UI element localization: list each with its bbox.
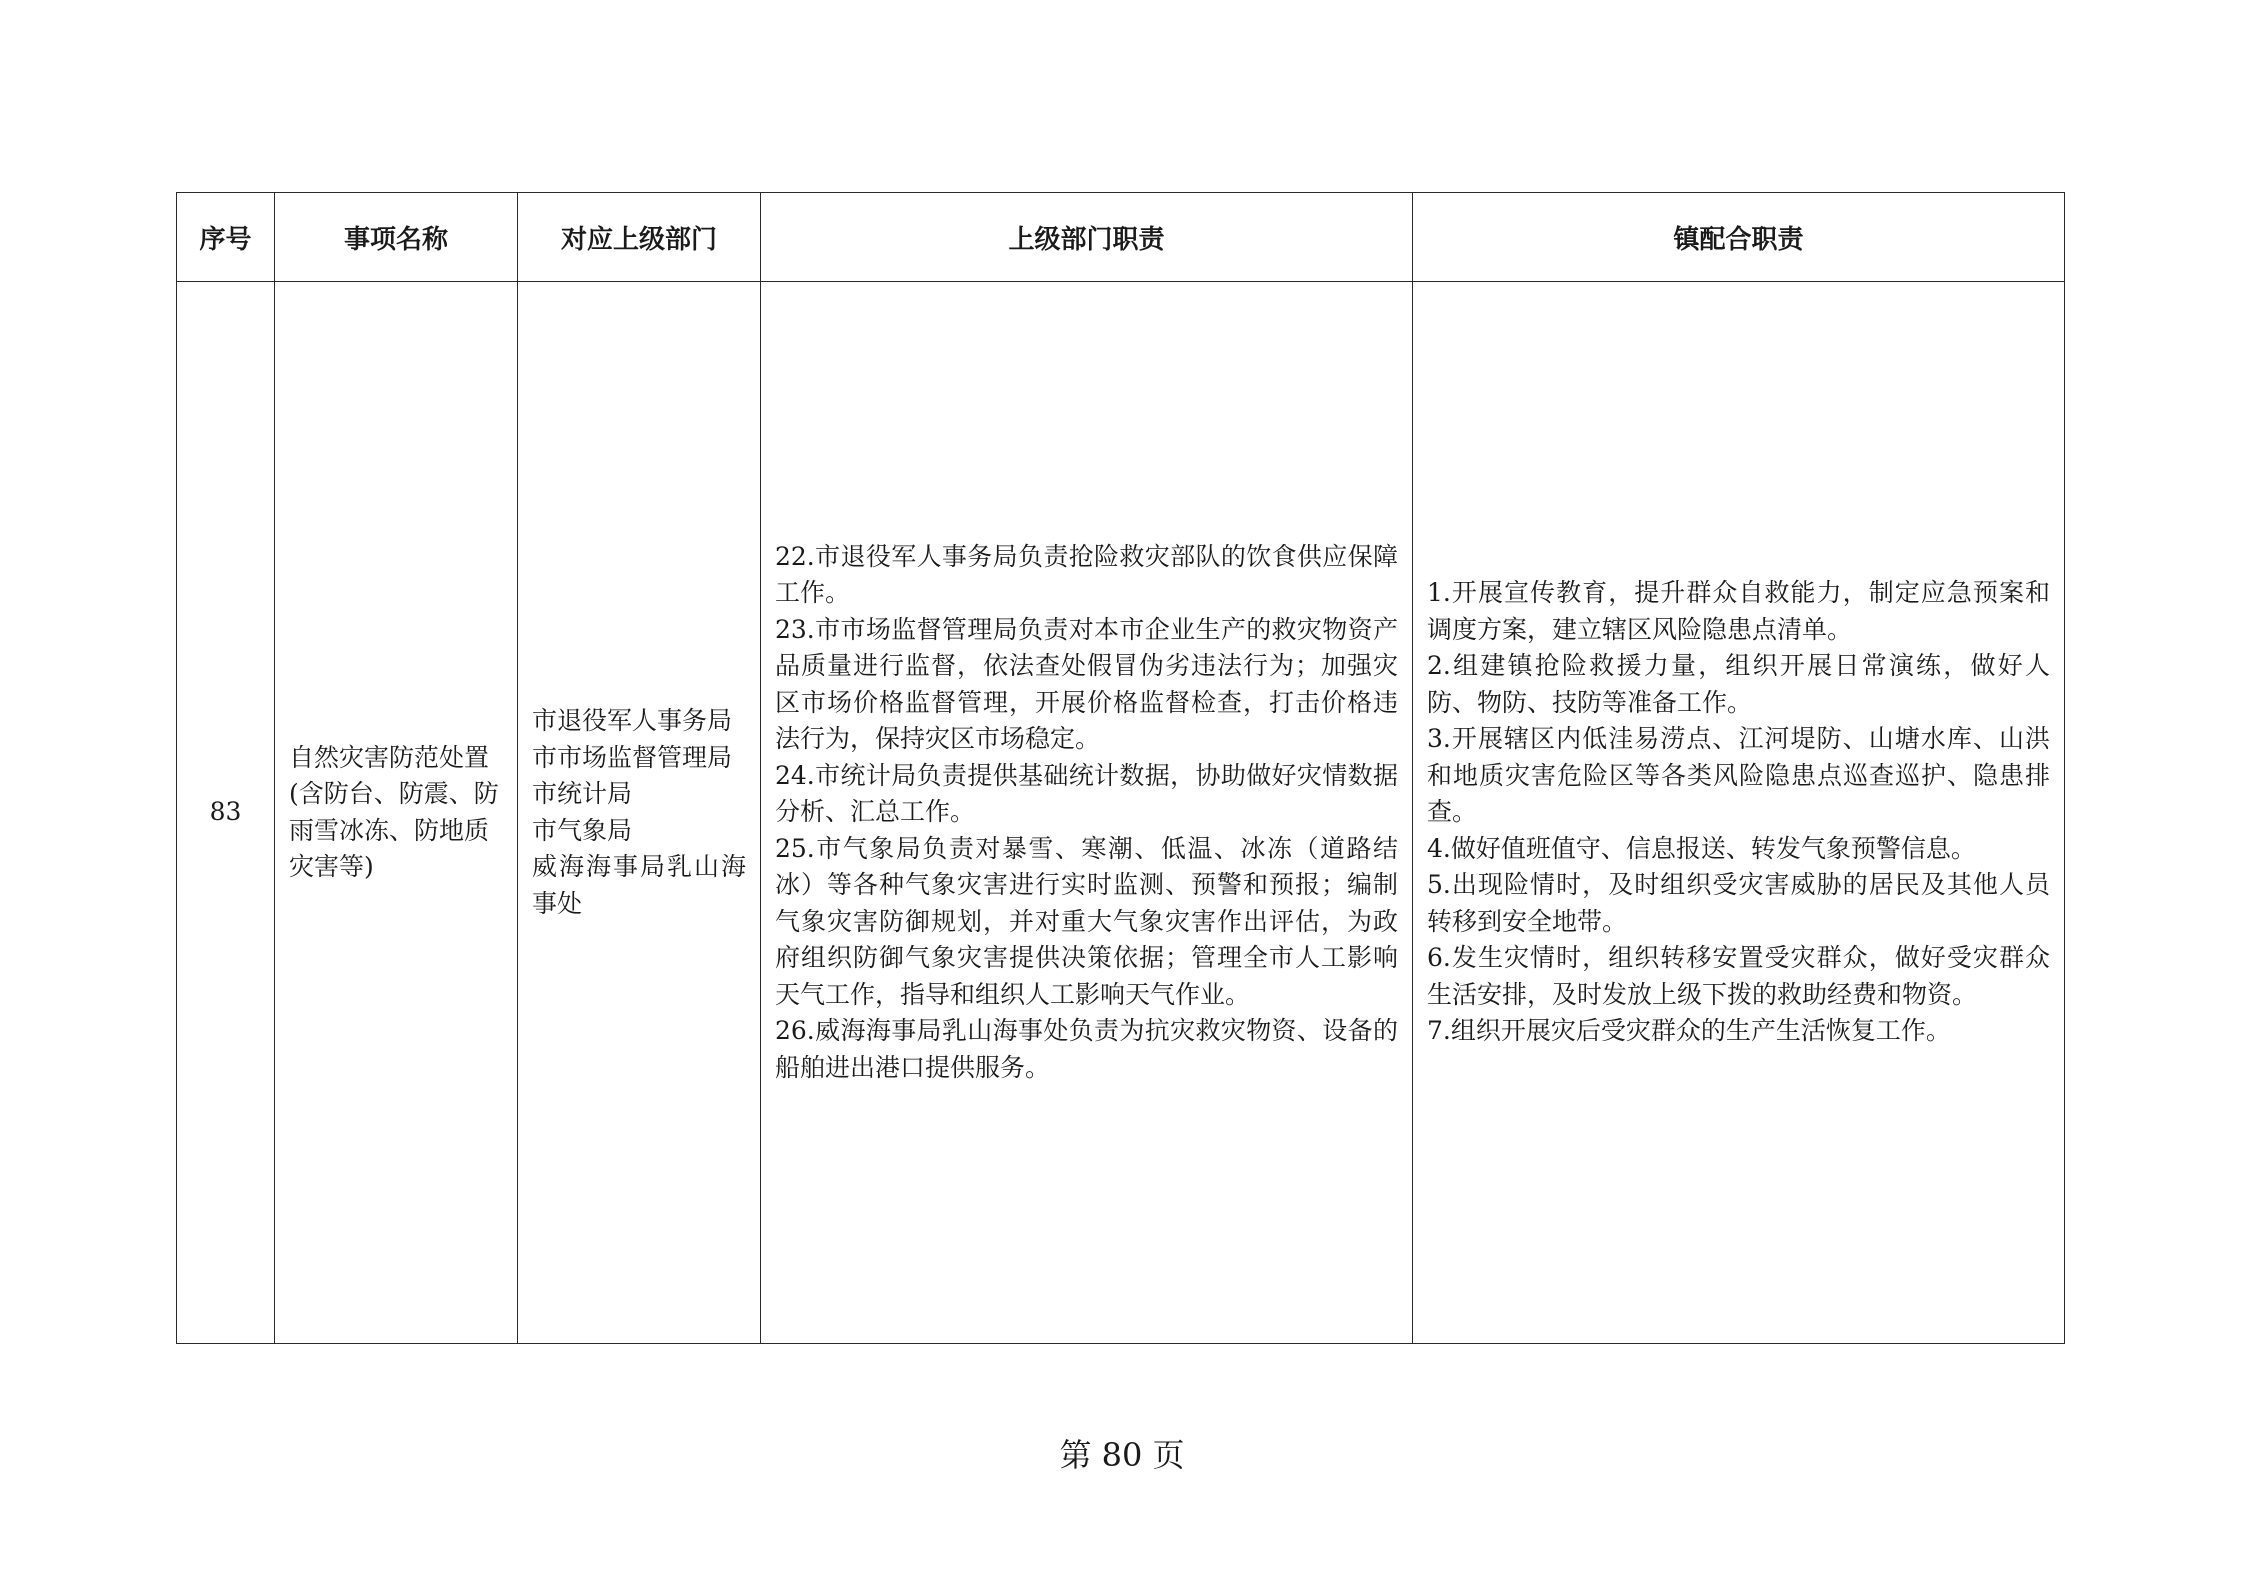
superior-duties-cell <box>761 282 1413 1344</box>
table-row <box>177 282 2065 1344</box>
town-duty-item: 7.组织开展灾后受灾群众的生产生活恢复工作。 <box>1427 1016 1951 1046</box>
header-town-duties: 镇配合职责 <box>1413 193 2065 282</box>
department-entry: 市退役军人事务局 <box>532 706 733 735</box>
header-item-name: 事项名称 <box>275 193 518 282</box>
department-entry: 市统计局 <box>532 779 633 808</box>
town-duty-item: 1.开展宣传教育，提升群众自救能力，制定应急预案和调度方案，建立辖区风险隐患点清单。 <box>1427 578 2050 644</box>
department-entry: 市市场监督管理局 <box>532 742 733 772</box>
superior-duty-item: 22.市退役军人事务局负责抢险救灾部队的饮食供应保障工作。 <box>775 541 1398 608</box>
table-header-row <box>177 193 2065 282</box>
header-superior-department: 对应上级部门 <box>518 193 761 282</box>
department-entry: 市气象局 <box>532 815 633 845</box>
town-duty-item: 6.发生灾情时，组织转移安置受灾群众，做好受灾群众生活安排，及时发放上级下拨的救助经费和物资。 <box>1427 943 2050 1009</box>
departments-cell <box>518 282 761 1344</box>
superior-duty-item: 23.市市场监督管理局负责对本市企业生产的救灾物资产品质量进行监督，依法查处假冒伪劣违法行为；加强灾区市场价格监督管理，开展价格监督检查，打击价格违法行为，保持灾区市场稳定。 <box>775 614 1398 754</box>
header-superior-duties: 上级部门职责 <box>761 193 1413 282</box>
page-number: 第 80 页 <box>1059 1436 1185 1474</box>
serial-number-cell: 83 <box>177 282 275 1344</box>
superior-duty-item: 25.市气象局负责对暴雪、寒潮、低温、冰冻（道路结冰）等各种气象灾害进行实时监测、预警和预报；编制气象灾害防御规划，并对重大气象灾害作出评估，为政府组织防御气象灾害提供决策依据；管理全市人工影响天气工作，指导和组织人工影响天气作业。 <box>775 833 1398 1009</box>
department-entry: 威海海事局乳山海事处 <box>532 852 746 918</box>
superior-duty-item: 26.威海海事局乳山海事处负责为抗灾救灾物资、设备的船舶进出港口提供服务。 <box>775 1016 1398 1082</box>
header-serial-number: 序号 <box>177 193 275 282</box>
responsibility-table <box>176 192 2065 1344</box>
superior-duty-item: 24.市统计局负责提供基础统计数据，协助做好灾情数据分析、汇总工作。 <box>775 760 1398 827</box>
town-duty-item: 3.开展辖区内低洼易涝点、江河堤防、山塘水库、山洪和地质灾害危险区等各类风险隐患点巡查巡护、隐患排查。 <box>1427 724 2050 827</box>
item-name-cell: 自然灾害防范处置(含防台、防震、防雨雪冰冻、防地质灾害等) <box>275 282 518 1344</box>
town-duties-cell <box>1413 282 2065 1344</box>
town-duty-item: 4.做好值班值守、信息报送、转发气象预警信息。 <box>1427 833 1976 863</box>
town-duty-item: 5.出现险情时，及时组织受灾害威胁的居民及其他人员转移到安全地带。 <box>1427 870 2050 936</box>
town-duty-item: 2.组建镇抢险救援力量，组织开展日常演练，做好人防、物防、技防等准备工作。 <box>1427 651 2050 717</box>
